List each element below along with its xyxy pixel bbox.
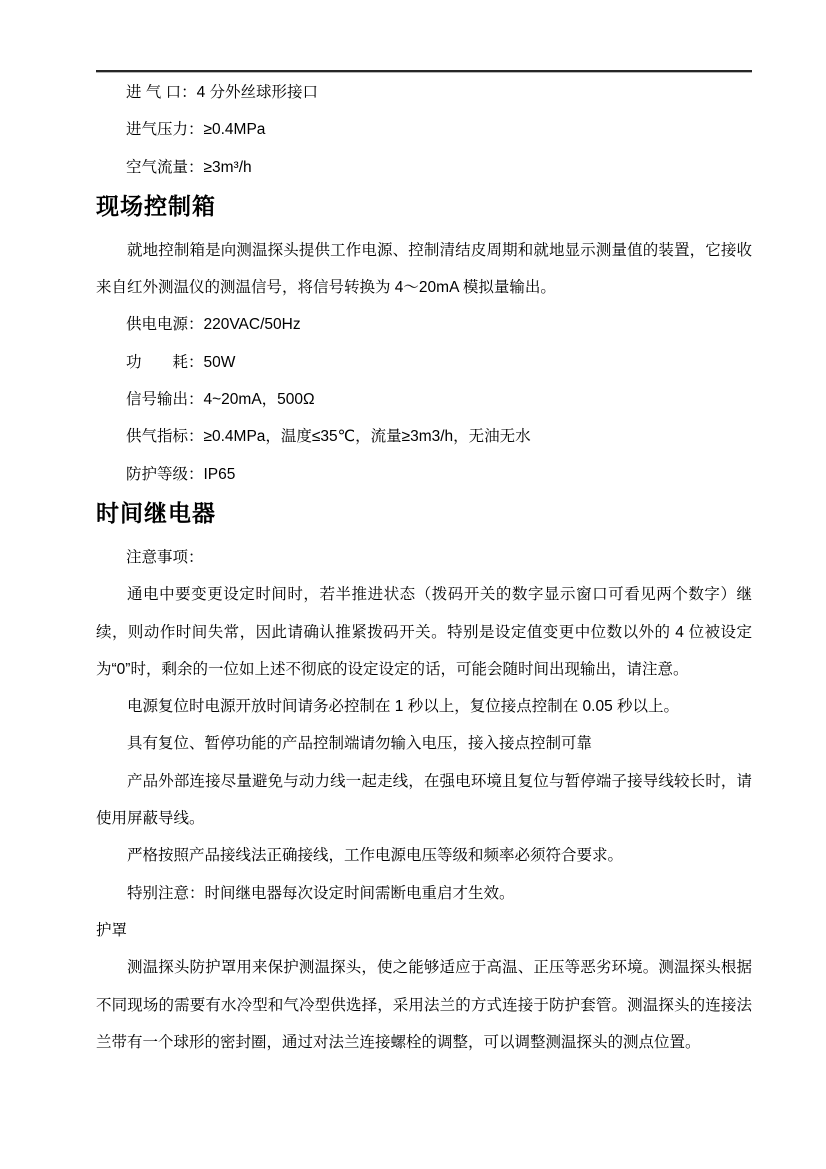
label-protective-cover: 护罩: [96, 921, 128, 939]
para-note-reset-pause: 具有复位、暂停功能的产品控制端请勿输入电压，接入接点控制可靠: [127, 735, 593, 753]
spec-protection-rating: 防护等级：IP65: [126, 465, 236, 483]
spec-air-supply-index: 供气指标：≥0.4MPa，温度≤35℃，流量≥3m3/h，无油无水: [126, 428, 531, 446]
para-note-special-attention: 特别注意：时间继电器每次设定时间需断电重启才生效。: [127, 884, 515, 902]
spec-power-consumption: 功 耗：50W: [126, 353, 236, 371]
para-protective-cover-description: 测温探头防护罩用来保护测温探头，使之能够适应于高温、正压等恶劣环境。测温探头根据不同现场的需要有水冷型和气冷型供选择，采用法兰的方式连接于防护套管。测温探头的连接法兰带有一个球形的密封圈，通过对法兰连接螺栓的调整，可以调整测温探头的测点位置。: [96, 959, 752, 1051]
para-note-wiring-rules: 严格按照产品接线法正确接线，工作电源电压等级和频率必须符合要求。: [127, 847, 624, 865]
heading-field-control-box: 现场控制箱: [96, 192, 216, 219]
para-control-box-description: 就地控制箱是向测温探头提供工作电源、控制清结皮周期和就地显示测量值的装置，它接收来自红外测温仪的测温信号，将信号转换为 4～20mA 模拟量输出。: [96, 241, 752, 297]
spec-signal-output: 信号输出：4~20mA，500Ω: [126, 391, 315, 409]
spec-power-supply: 供电电源：220VAC/50Hz: [126, 316, 301, 334]
heading-time-relay: 时间继电器: [96, 499, 216, 526]
para-note-external-wiring: 产品外部连接尽量避免与动力线一起走线，在强电环境且复位与暂停端子接导线较长时，请使用屏蔽导线。: [96, 772, 752, 828]
page-content: [96, 70, 752, 1061]
spec-inlet-pressure: 进气压力：≥0.4MPa: [126, 121, 266, 139]
spec-air-flow: 空气流量：≥3m³/h: [126, 158, 252, 176]
para-note-dip-switch: 通电中要变更设定时间时，若半推进状态（拨码开关的数字显示窗口可看见两个数字）继续，则动作时间失常，因此请确认推紧拨码开关。特别是设定值变更中位数以外的 4 位被设定为“0”时，剩余的一位如上述不彻底的设定设定的话，可能会随时间出现输出，请注意。: [96, 586, 752, 678]
para-note-power-reset: 电源复位时电源开放时间请务必控制在 1 秒以上，复位接点控制在 0.05 秒以上。: [127, 698, 680, 716]
header-rule: [96, 70, 752, 73]
spec-air-inlet: 进 气 口：4 分外丝球形接口: [126, 84, 319, 101]
para-notes-label: 注意事项：: [126, 548, 204, 566]
